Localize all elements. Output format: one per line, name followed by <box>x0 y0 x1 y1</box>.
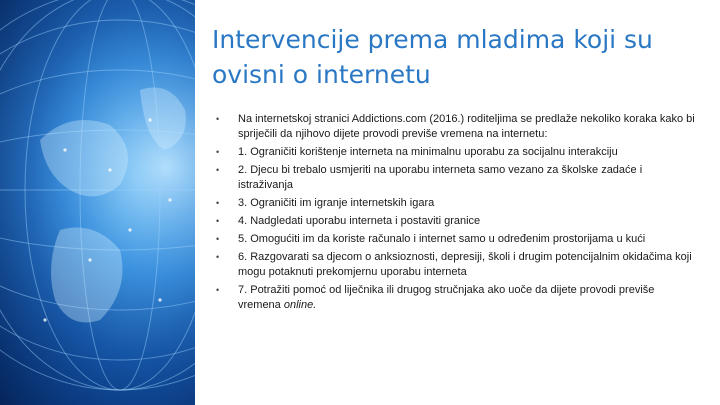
bullet-marker: • <box>216 165 220 175</box>
list-item <box>216 232 696 247</box>
online-emphasis: online. <box>283 299 317 311</box>
bullet-marker: • <box>216 147 220 157</box>
list-item-text: 4. Nadgledati uporabu interneta i postaviti granice <box>238 215 481 227</box>
list-item-text: 5. Omogućiti im da koriste računalo i internet samo u određenim prostorijama u kući <box>238 233 646 245</box>
list-item-text: 2. Djecu bi trebalo usmjeriti na uporabu interneta samo vezano za školske zadaće i istraživanja <box>238 164 643 191</box>
globe-image <box>0 0 195 405</box>
list-item <box>216 250 696 280</box>
bullet-marker: • <box>216 234 220 244</box>
bullet-marker: • <box>216 198 220 208</box>
slide-title: Intervencije prema mladima koji su ovisni o internetu <box>212 25 653 89</box>
bullet-list <box>216 112 696 316</box>
list-item-text: Na internetskoj stranici Addictions.com (2016.) roditeljima se predlaže nekoliko koraka kako bi spriječili da njihovo dijete provodi previše vremena na internetu: <box>238 113 695 140</box>
bullet-marker: • <box>216 114 220 124</box>
list-item <box>216 163 696 193</box>
list-item-text: 3. Ograničiti im igranje internetskih igara <box>238 197 435 209</box>
bullet-marker: • <box>216 216 220 226</box>
bullet-marker: • <box>216 252 220 262</box>
list-item-text: 7. Potražiti pomoć od liječnika ili drugog stručnjaka ako uoče da dijete provodi previše vremena <box>238 284 655 311</box>
list-item <box>216 283 696 313</box>
list-item-text: 6. Razgovarati sa djecom o anksioznosti, depresiji, školi i drugim potencijalnim okidačima koji mogu potaknuti prekomjernu uporabu interneta <box>238 251 692 278</box>
list-item <box>216 145 696 160</box>
globe-network-graphic <box>0 0 195 405</box>
list-item <box>216 196 696 211</box>
bullet-marker: • <box>216 285 220 295</box>
list-item <box>216 214 696 229</box>
list-item-text: 1. Ograničiti korištenje interneta na minimalnu uporabu za socijalnu interakciju <box>238 146 618 158</box>
list-item <box>216 112 696 142</box>
